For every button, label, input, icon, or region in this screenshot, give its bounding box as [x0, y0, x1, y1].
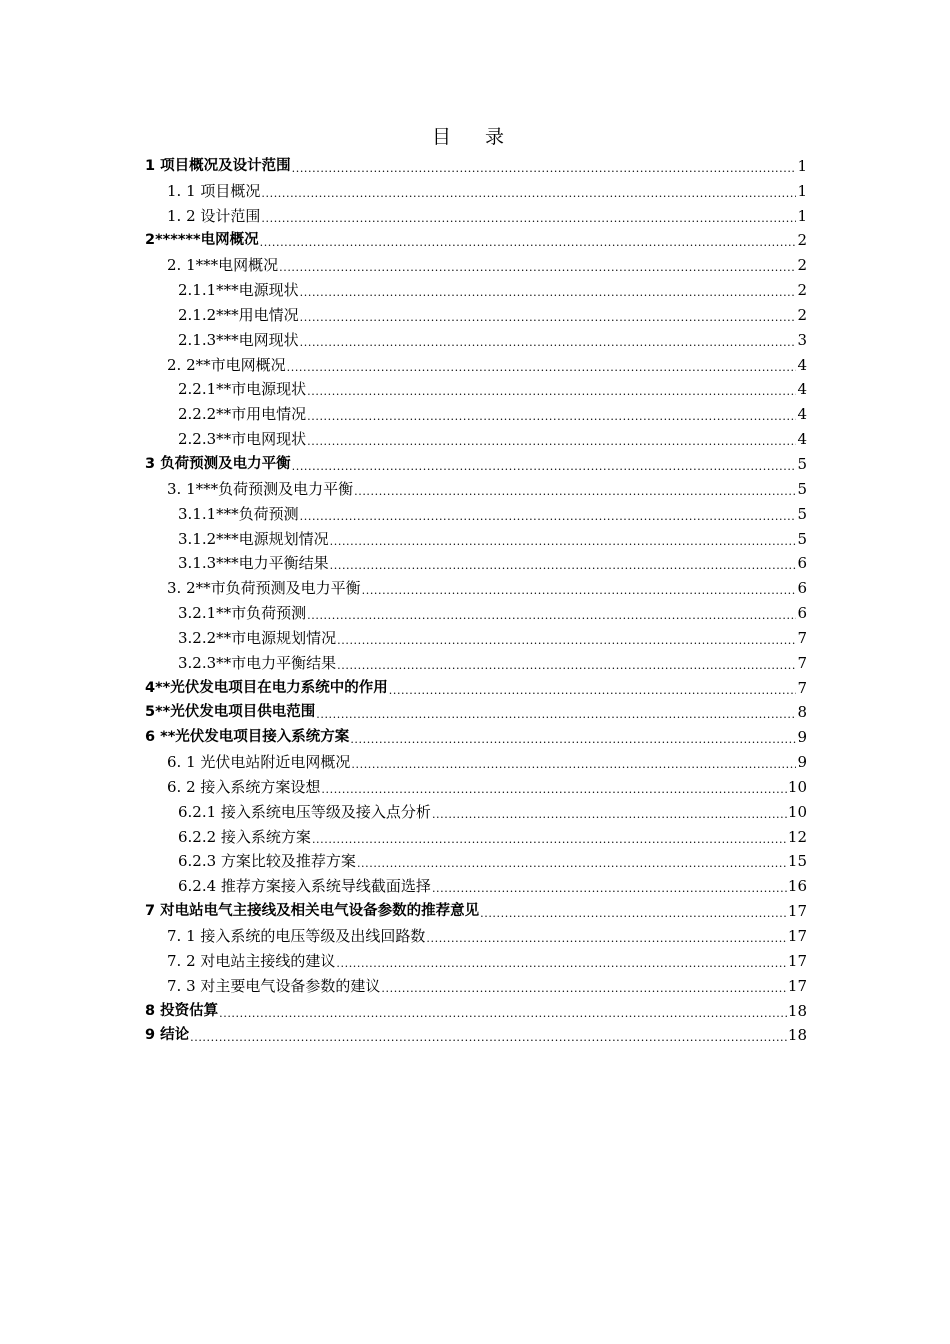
- toc-entry-label: 7. 2 对电站主接线的建议: [167, 951, 336, 970]
- toc-entry-label: 2. 1***电网概况: [167, 256, 279, 275]
- toc-entry-label: 3 负荷预测及电力平衡: [145, 455, 291, 472]
- toc-page-number: 4: [797, 405, 807, 424]
- toc-entry[interactable]: [145, 474, 807, 499]
- toc-entry[interactable]: [145, 896, 807, 921]
- toc-entry[interactable]: [145, 747, 807, 772]
- toc-entry-label: 7. 1 接入系统的电压等级及出线回路数: [167, 927, 426, 945]
- toc-dot-leader: [307, 379, 796, 399]
- toc-entry[interactable]: [145, 1021, 807, 1046]
- toc-entry[interactable]: [145, 797, 807, 822]
- toc-entry[interactable]: [145, 598, 807, 623]
- toc-page-number: 17: [787, 951, 807, 970]
- toc-dot-leader: [337, 628, 796, 648]
- toc-entry[interactable]: [145, 648, 807, 673]
- toc-entry-label: 2. 2**市电网概况: [167, 355, 286, 374]
- toc-dot-leader: [307, 429, 796, 449]
- toc-entry-label: 7. 3 对主要电气设备参数的建议: [167, 976, 381, 995]
- toc-dot-leader: [321, 777, 787, 797]
- toc-entry[interactable]: [145, 623, 807, 648]
- toc-page-number: 2: [797, 305, 807, 324]
- toc-entry-label: 6 **光伏发电项目接入系统方案: [145, 729, 350, 746]
- table-of-contents: [145, 151, 807, 1045]
- toc-dot-leader: [261, 181, 796, 201]
- toc-entry-label: 3. 2**市负荷预测及电力平衡: [167, 579, 361, 598]
- toc-entry-label: 2.2.3**市电网现状: [178, 430, 307, 449]
- toc-dot-leader: [480, 901, 787, 921]
- toc-entry-label: 3.2.3**市电力平衡结果: [178, 653, 337, 672]
- toc-entry[interactable]: [145, 325, 807, 350]
- toc-dot-leader: [260, 230, 797, 250]
- toc-page-number: 10: [787, 802, 807, 821]
- toc-page-number: 9: [797, 728, 807, 747]
- toc-entry-label: 6. 1 光伏电站附近电网概况: [167, 753, 351, 772]
- toc-entry-label: 5**光伏发电项目供电范围: [145, 704, 316, 721]
- toc-entry-label: 6.2.3 方案比较及推荐方案: [178, 852, 356, 871]
- toc-page-number: 10: [787, 777, 807, 796]
- toc-entry[interactable]: [145, 499, 807, 524]
- toc-entry-label: 2.2.2**市用电情况: [178, 405, 307, 424]
- toc-page-number: 5: [797, 504, 807, 523]
- toc-entry-label: 2.1.1***电源现状: [178, 281, 299, 300]
- toc-entry[interactable]: [145, 275, 807, 300]
- toc-entry-label: 2******电网概况: [145, 232, 259, 249]
- toc-entry-label: 3.2.2**市电源规划情况: [178, 628, 337, 647]
- toc-page-number: 18: [787, 1001, 807, 1020]
- toc-dot-leader: [300, 305, 797, 325]
- toc-page-number: 17: [787, 976, 807, 995]
- toc-entry[interactable]: [145, 524, 807, 549]
- toc-entry[interactable]: [145, 673, 807, 698]
- toc-dot-leader: [330, 529, 797, 549]
- toc-page-number: 12: [787, 827, 807, 846]
- toc-entry-label: 6. 2 接入系统方案设想: [167, 777, 321, 796]
- toc-entry-label: 3.1.1***负荷预测: [178, 504, 299, 523]
- toc-page-number: 4: [797, 430, 807, 449]
- toc-page-number: 5: [797, 479, 807, 498]
- toc-entry-label: 1. 2 设计范围: [167, 206, 261, 225]
- toc-entry[interactable]: [145, 573, 807, 598]
- toc-dot-leader: [336, 951, 787, 971]
- toc-page-number: 3: [797, 330, 807, 349]
- toc-entry-label: 2.1.3***电网现状: [178, 330, 299, 349]
- toc-page-number: 5: [797, 454, 807, 473]
- toc-entry[interactable]: [145, 350, 807, 375]
- toc-page-number: 15: [787, 852, 807, 871]
- toc-page-number: 6: [797, 554, 807, 573]
- toc-dot-leader: [432, 802, 787, 822]
- toc-page-number: 1: [797, 181, 807, 200]
- toc-page-number: 4: [797, 355, 807, 374]
- toc-entry[interactable]: [145, 549, 807, 574]
- toc-dot-leader: [312, 827, 787, 847]
- toc-dot-leader: [307, 603, 796, 623]
- toc-dot-leader: [354, 479, 796, 499]
- toc-entry-label: 3.1.3***电力平衡结果: [178, 554, 329, 573]
- toc-entry[interactable]: [145, 399, 807, 424]
- toc-entry-label: 4**光伏发电项目在电力系统中的作用: [145, 679, 388, 696]
- toc-page-number: 2: [797, 281, 807, 300]
- toc-entry[interactable]: [145, 250, 807, 275]
- toc-dot-leader: [381, 976, 787, 996]
- toc-dot-leader: [287, 355, 797, 375]
- toc-page-number: 9: [797, 753, 807, 772]
- toc-dot-leader: [300, 330, 797, 350]
- toc-page-number: 17: [787, 927, 807, 945]
- toc-dot-leader: [357, 851, 787, 871]
- toc-entry[interactable]: [145, 424, 807, 449]
- toc-dot-leader: [316, 702, 796, 722]
- toc-dot-leader: [330, 553, 797, 573]
- toc-entry[interactable]: [145, 971, 807, 996]
- toc-entry-label: 3. 1***负荷预测及电力平衡: [167, 479, 354, 498]
- toc-dot-leader: [362, 578, 797, 598]
- toc-entry[interactable]: [145, 871, 807, 896]
- toc-entry[interactable]: [145, 921, 807, 946]
- toc-entry[interactable]: [145, 698, 807, 723]
- toc-entry[interactable]: [145, 822, 807, 847]
- toc-entry[interactable]: [145, 772, 807, 797]
- toc-entry-label: 6.2.1 接入系统电压等级及接入点分析: [178, 802, 431, 821]
- toc-dot-leader: [300, 280, 797, 300]
- toc-dot-leader: [351, 752, 796, 772]
- toc-entry[interactable]: [145, 151, 807, 176]
- toc-entry-label: 8 投资估算: [145, 1002, 219, 1019]
- toc-dot-leader: [337, 653, 796, 673]
- toc-dot-leader: [261, 206, 796, 226]
- toc-page-number: 17: [787, 902, 807, 921]
- toc-page-number: 2: [797, 231, 807, 250]
- toc-entry[interactable]: [145, 996, 807, 1021]
- toc-entry[interactable]: [145, 300, 807, 325]
- toc-entry-label: 2.2.1**市电源现状: [178, 380, 307, 399]
- toc-entry-label: 1. 1 项目概况: [167, 181, 261, 200]
- toc-page-number: 5: [797, 529, 807, 548]
- toc-entry-label: 7 对电站电气主接线及相关电气设备参数的推荐意见: [145, 903, 480, 920]
- toc-page-number: 4: [797, 380, 807, 399]
- toc-dot-leader: [426, 926, 787, 946]
- toc-entry[interactable]: [145, 946, 807, 971]
- toc-page-number: 8: [797, 703, 807, 722]
- toc-entry[interactable]: [145, 176, 807, 201]
- toc-page-number: 6: [797, 579, 807, 598]
- toc-dot-leader: [219, 1001, 787, 1021]
- toc-entry-label: 1 项目概况及设计范围: [145, 157, 291, 174]
- toc-dot-leader: [432, 876, 787, 896]
- toc-dot-leader: [307, 404, 796, 424]
- toc-entry[interactable]: [145, 847, 807, 872]
- toc-page-number: 1: [797, 206, 807, 225]
- toc-page-number: 16: [787, 877, 807, 896]
- toc-dot-leader: [389, 678, 797, 698]
- toc-entry-label: 3.1.2***电源规划情况: [178, 529, 329, 548]
- toc-dot-leader: [350, 727, 796, 747]
- toc-page-number: 7: [797, 653, 807, 672]
- toc-entry[interactable]: [145, 201, 807, 226]
- toc-entry[interactable]: [145, 449, 807, 474]
- toc-page-number: 1: [797, 156, 807, 175]
- toc-entry[interactable]: [145, 226, 807, 251]
- toc-entry-label: 9 结论: [145, 1027, 190, 1044]
- toc-entry-label: 2.1.2***用电情况: [178, 305, 299, 324]
- toc-dot-leader: [292, 454, 797, 474]
- toc-entry[interactable]: [145, 375, 807, 400]
- toc-dot-leader: [300, 504, 797, 524]
- toc-dot-leader: [190, 1025, 787, 1045]
- toc-page-number: 7: [797, 628, 807, 647]
- toc-page-number: 18: [787, 1026, 807, 1045]
- toc-dot-leader: [279, 255, 796, 275]
- toc-entry[interactable]: [145, 722, 807, 747]
- toc-page-number: 7: [797, 678, 807, 697]
- toc-entry-label: 6.2.2 接入系统方案: [178, 827, 311, 846]
- toc-dot-leader: [292, 156, 797, 176]
- toc-entry-label: 3.2.1**市负荷预测: [178, 604, 307, 623]
- toc-page-number: 6: [797, 604, 807, 623]
- toc-page-number: 2: [797, 256, 807, 275]
- toc-entry-label: 6.2.4 推荐方案接入系统导线截面选择: [178, 877, 431, 896]
- toc-title: 目 录: [431, 126, 519, 148]
